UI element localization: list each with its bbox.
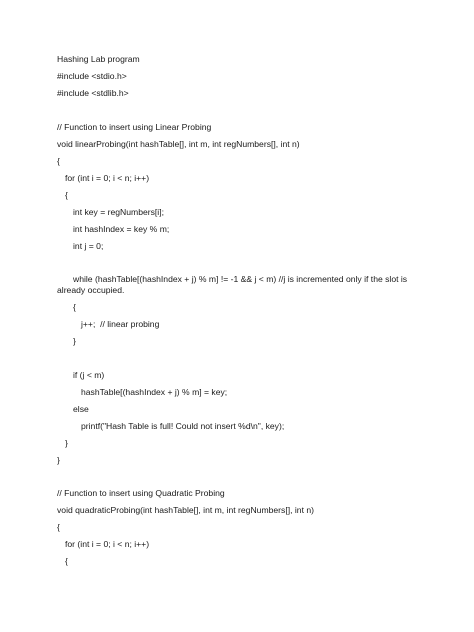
- code-line: for (int i = 0; i < n; i++): [65, 173, 150, 183]
- quadratic-signature: void quadraticProbing(int hashTable[], int m, int regNumbers[], int n): [57, 505, 314, 515]
- code-line: }: [65, 438, 68, 448]
- code-line: {: [65, 556, 68, 566]
- linear-signature: void linearProbing(int hashTable[], int m, int regNumbers[], int n): [57, 139, 300, 149]
- code-line: }: [57, 455, 60, 465]
- while-line: while (hashTable[(hashIndex + j) % m] != -1 && j < m) //j is incremented only if the slot is already occupied.: [57, 274, 408, 295]
- code-line: int j = 0;: [73, 241, 104, 251]
- code-line: {: [57, 156, 60, 166]
- code-line: int hashIndex = key % m;: [73, 224, 170, 234]
- code-line: else: [73, 404, 89, 414]
- doc-title: Hashing Lab program: [57, 54, 140, 64]
- comment-quadratic: // Function to insert using Quadratic Probing: [57, 488, 225, 498]
- code-line: hashTable[(hashIndex + j) % m] = key;: [81, 387, 228, 397]
- code-line: if (j < m): [73, 370, 105, 380]
- code-line: {: [65, 190, 68, 200]
- code-line: printf("Hash Table is full! Could not insert %d\n", key);: [81, 421, 285, 431]
- comment-linear: // Function to insert using Linear Probing: [57, 122, 212, 132]
- include-stdlib: #include <stdlib.h>: [57, 88, 129, 98]
- code-line: }: [73, 336, 76, 346]
- code-line: {: [73, 302, 76, 312]
- include-stdio: #include <stdio.h>: [57, 71, 127, 81]
- code-line: j++; // linear probing: [81, 319, 160, 329]
- code-line: int key = regNumbers[i];: [73, 207, 164, 217]
- code-line: for (int i = 0; i < n; i++): [65, 539, 150, 549]
- code-line: {: [57, 522, 60, 532]
